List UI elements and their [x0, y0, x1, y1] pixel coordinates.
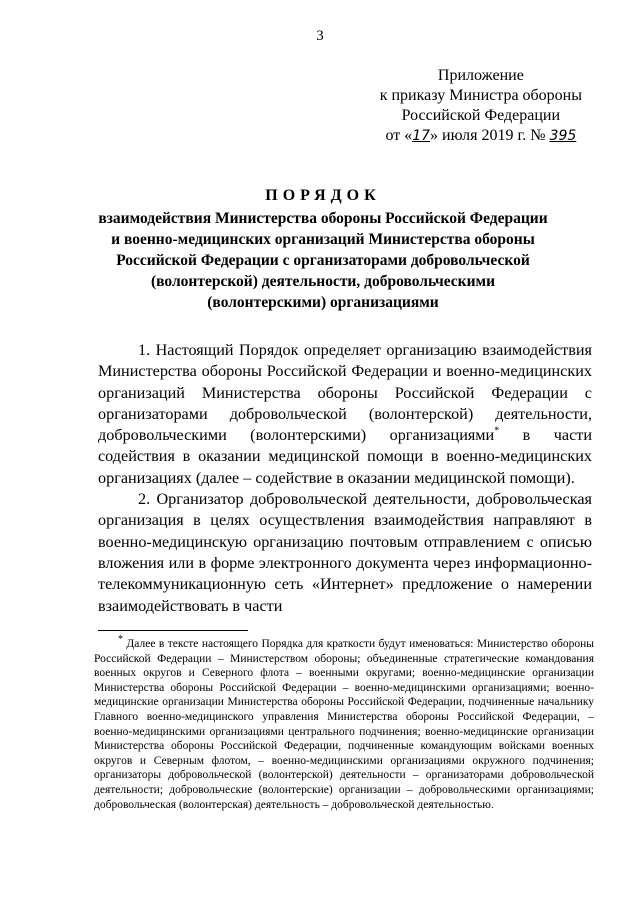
footnote-divider [98, 630, 248, 631]
document-title [96, 186, 550, 313]
paragraph-1 [98, 340, 592, 489]
appendix-line-1: Приложение [437, 67, 524, 84]
appendix-date-line [380, 126, 582, 146]
paragraph-1-tail: в части содействия в оказании медицинской помощи в военно-медицинских организациях (далее – содействие в оказании медицинской помощи). [98, 426, 592, 487]
paragraph-1-text: 1. Настоящий Порядок определяет организацию взаимодействия Министерства обороны Российской Федерации и военно-медицинских организаций Министерства обороны Российской Федерации с организаторами добровольческой (волонтерской) деятельности, добровольческими (волонтерскими) организациями [98, 341, 592, 445]
footnote-paragraph [94, 634, 594, 812]
footnote [94, 634, 594, 812]
title-subtitle: взаимодействия Министерства обороны Российской Федерации и военно-медицинских организаций Министерства обороны Российской Федерации с организаторами добровольческой (волонтерской) деятельности, добровольческими (волонтерскими) организациями [98, 210, 548, 311]
footnote-reference: * [494, 425, 500, 437]
footnote-text: Далее в тексте настоящего Порядка для краткости будут именоваться: Министерство обороны Российской Федерации – Министерством обороны; объединенные стратегические командования военных округов и Северного флота – военными округами; военно-медицинские организации Министерства обороны Российской Федерации – военно-медицинскими организациями; военно-медицинские организации Министерства обороны Российской Федерации, подчиненные начальнику Главного военно-медицинского управления Министерства обороны Российской Федерации, – военно-медицинскими организациями центрального подчинения; военно-медицинские организации Министерства обороны Российской Федерации, подчиненные командующим войсками военных округов и Северным флотом, – военно-медицинскими организациями окружного подчинения; организаторы добровольческой (волонтерской) деятельности – организаторами добровольческой деятельности; добровольческие (волонтерские) организации – добровольческими организациями; добровольческая (волонтерская) деятельность – добровольческой деятельностью. [94, 638, 594, 811]
body-text [98, 340, 592, 617]
appendix-header [380, 66, 582, 146]
paragraph-2: 2. Организатор добровольческой деятельности, добровольческая организация в целях осуществления взаимодействия направляют в военно-медицинскую организацию почтовым отправлением с описью вложения или в форме электронного документа через информационно-телекоммуникационную сеть «Интернет» предложение о намерении взаимодействовать в части [98, 490, 592, 615]
footnote-mark: * [118, 634, 123, 646]
handwritten-day: 17 [412, 128, 431, 144]
appendix-line-3: Российской Федерации [401, 107, 561, 124]
title-main: ПОРЯДОК [265, 187, 381, 204]
handwritten-order-number: 395 [549, 128, 577, 144]
date-middle: » июля 2019 г. № [430, 127, 546, 144]
appendix-line-2: к приказу Министра обороны [379, 87, 582, 104]
date-prefix: от « [385, 127, 413, 144]
page-number: 3 [316, 28, 324, 44]
